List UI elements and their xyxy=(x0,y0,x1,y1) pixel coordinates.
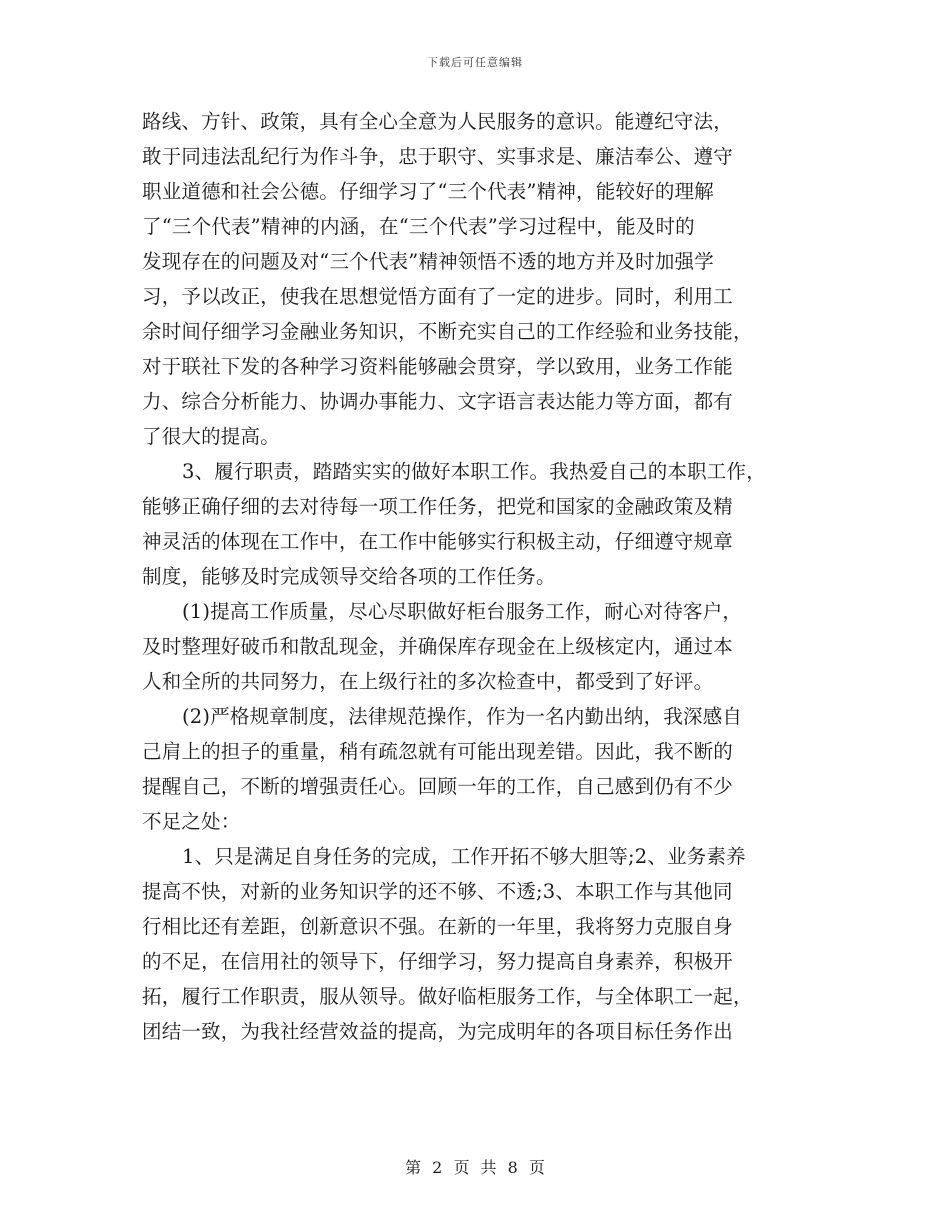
text-line: 习，予以改正，使我在思想觉悟方面有了一定的进步。同时，利用工 xyxy=(142,285,734,308)
text-line: 3、履行职责，踏踏实实的做好本职工作。我热爱自己的本职工作， xyxy=(182,460,766,483)
text-line: 路线、方针、政策，具有全心全意为人民服务的意识。能遵纪守法， xyxy=(142,110,734,133)
text-line: 能够正确仔细的去对待每一项工作任务，把党和国家的金融政策及精 xyxy=(142,495,734,518)
text-line: (1)提高工作质量，尽心尽职做好柜台服务工作，耐心对待客户， xyxy=(182,600,743,623)
text-line: 及时整理好破币和散乱现金，并确保库存现金在上级核定内，通过本 xyxy=(142,635,734,658)
text-line: 职业道德和社会公德。仔细学习了“三个代表”精神，能较好的理解 xyxy=(142,180,714,203)
text-line: 了很大的提高。 xyxy=(142,425,280,448)
text-line: 提醒自己，不断的增强责任心。回顾一年的工作，自己感到仍有不少 xyxy=(142,775,734,798)
text-line: 己肩上的担子的重量，稍有疏忽就有可能出现差错。因此，我不断的 xyxy=(142,740,734,763)
text-line: 余时间仔细学习金融业务知识，不断充实自己的工作经验和业务技能， xyxy=(142,320,753,343)
page-number: 第 2 页 共 8 页 xyxy=(405,1158,545,1177)
text-line: 对于联社下发的各种学习资料能够融会贯穿，学以致用，业务工作能 xyxy=(142,355,734,378)
text-line: 团结一致，为我社经营效益的提高，为完成明年的各项目标任务作出 xyxy=(142,1020,734,1043)
text-line: (2)严格规章制度，法律规范操作，作为一名内勤出纳，我深感自 xyxy=(182,705,743,728)
text-line: 1、只是满足自身任务的完成，工作开拓不够大胆等;2、业务素养 xyxy=(182,845,746,868)
text-line: 提高不快，对新的业务知识学的还不够、不透;3、本职工作与其他同 xyxy=(142,880,733,903)
page-header: 下载后可任意编辑 xyxy=(427,56,523,69)
text-line: 行相比还有差距，创新意识不强。在新的一年里，我将努力克服自身 xyxy=(142,915,734,938)
text-line: 不足之处： xyxy=(142,810,241,833)
text-line: 神灵活的体现在工作中，在工作中能够实行积极主动，仔细遵守规章 xyxy=(142,530,734,553)
text-line: 力、综合分析能力、协调办事能力、文字语言表达能力等方面，都有 xyxy=(142,390,734,413)
text-line: 了“三个代表”精神的内涵，在“三个代表”学习过程中，能及时的 xyxy=(142,215,695,238)
text-line: 人和全所的共同努力，在上级行社的多次检查中，都受到了好评。 xyxy=(142,670,714,693)
text-line: 敢于同违法乱纪行为作斗争，忠于职守、实事求是、廉洁奉公、遵守 xyxy=(142,145,734,168)
text-line: 制度，能够及时完成领导交给各项的工作任务。 xyxy=(142,565,556,588)
text-line: 拓，履行工作职责，服从领导。做好临柜服务工作，与全体职工一起， xyxy=(142,985,753,1008)
text-line: 的不足，在信用社的领导下，仔细学习，努力提高自身素养，积极开 xyxy=(142,950,734,973)
text-line: 发现存在的问题及对“三个代表”精神领悟不透的地方并及时加强学 xyxy=(142,250,714,273)
